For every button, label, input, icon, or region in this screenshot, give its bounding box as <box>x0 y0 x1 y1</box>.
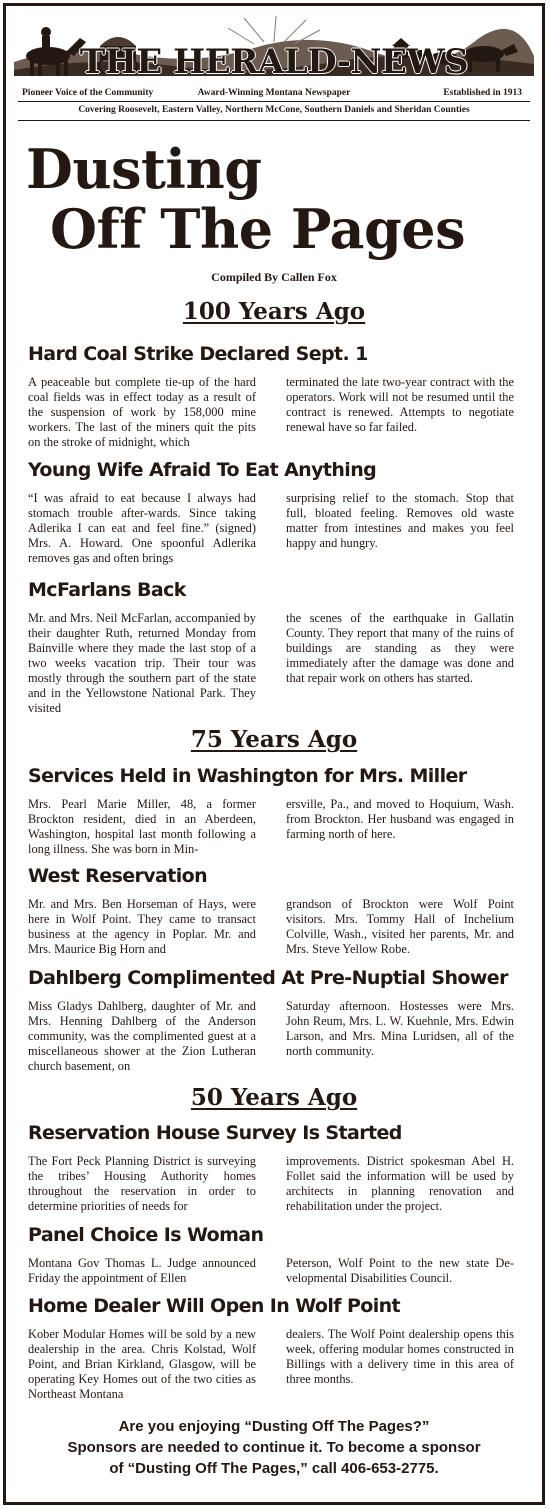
promo-line-2: Sponsors are needed to continue it. To become a sponsor <box>67 1439 481 1456</box>
story-headline: Panel Choice Is Woman <box>28 1224 264 1246</box>
era-heading-75: 75 Years Ago <box>190 726 358 753</box>
story-text-right: improvements. District spokesman Abel H. Follet said the information will be used by architects in planning renovation and rehabilitation under the project. <box>286 1154 514 1213</box>
story-text-left: Mr. and Mrs. Ben Horseman of Hays, were here in Wolf Point. They came to transact business at the agency in Poplar. Mr. and Mrs. Maurice Big Horn and <box>28 897 256 956</box>
story-text-left: Mr. and Mrs. Neil McFarlan, accompanied by their daughter Ruth, returned Monday from Bainville where they made the last stop of a two weeks vacation trip. Their tour was mostly through the southern part of the state and in the Yellowstone National Park. They visited <box>28 611 256 715</box>
story-text-right: ersville, Pa., and moved to Hoquium, Wash. from Brockton. Her husband was engaged in farming north of here. <box>286 797 514 841</box>
story-text-right: terminated the late two-year contract with the operators. Work will not be resumed until the contract is renewed. Attempts to negotiate renewal have so far failed. <box>286 375 514 434</box>
newspaper-page <box>3 3 545 1505</box>
promo-line-1: Are you enjoying “Dusting Off The Pages?” <box>118 1418 430 1435</box>
story-text-left: “I was afraid to eat because I always had stomach trouble after-wards. Since taking Adlerika I can eat and feel fine.” (signed) Mrs. A. Howard. One spoonful Adlerika removes gas and often brings <box>28 491 256 565</box>
story-text-right: dealers. The Wolf Point dealership opens this week, offering modular homes constructed in Billings with a delivery time in this area of three months. <box>286 1327 514 1386</box>
story-text-left: Kober Modular Homes will be sold by a new dealership in the area. Chris Kolstad, Wolf Point, and Brian Kirkland, Glasgow, will be operating Key Homes out of the two cities as Northeast Montana <box>28 1327 256 1401</box>
story-headline: Reservation House Survey Is Started <box>28 1122 402 1144</box>
story-text-left: Mrs. Pearl Marie Miller, 48, a former Brockton resident, died in an Aberdeen, Washington, hospital last month following a long illness. She was born in Min- <box>28 797 256 856</box>
masthead <box>6 6 542 124</box>
column-title-line1: Dusting <box>26 137 262 201</box>
newspaper-award: Award-Winning Montana Newspaper <box>197 88 351 98</box>
newspaper-established: Established in 1913 <box>443 88 522 98</box>
story-headline: Young Wife Afraid To Eat Anything <box>28 459 377 481</box>
masthead-rule-bottom <box>18 120 530 121</box>
coverage-line: Covering Roosevelt, Eastern Valley, Northern McCone, Southern Daniels and Sheridan Counties <box>78 105 470 115</box>
story-text-right: surprising relief to the stomach. Stop that full, bloated feeling. Removes old waste matter from intestines and makes you feel happy and hungry. <box>286 491 514 550</box>
column-title-line2: Off The Pages <box>50 197 466 261</box>
story-text-right: the scenes of the earthquake in Gallatin County. They report that many of the ruins of buildings are standing as they were immediately after the damage was done and that repair work on others has started. <box>286 611 514 685</box>
story-headline: McFarlans Back <box>28 579 186 601</box>
era-heading-50: 50 Years Ago <box>190 1084 358 1111</box>
story-text-left: Montana Gov Thomas L. Judge announced Friday the appointment of Ellen <box>28 1256 256 1285</box>
masthead-rule-top <box>18 101 530 102</box>
story-text-right: Peterson, Wolf Point to the new state Developmental Disabilities Council. <box>286 1256 514 1285</box>
sponsor-promo <box>6 1416 542 1479</box>
story-headline: West Reservation <box>28 865 208 887</box>
story-headline: Dahlberg Complimented At Pre-Nuptial Shower <box>28 967 508 989</box>
story-text-left: A peaceable but complete tie-up of the hard coal fields was in effect today as a result of the suspension of work by 158,000 mine workers. The last of the miners quit the pits on the stroke of midnight, which <box>28 375 256 449</box>
newspaper-motto: Pioneer Voice of the Community <box>22 88 154 98</box>
story-text-left: The Fort Peck Planning District is surveying the tribes’ Housing Authority homes throughout the reservation in order to determine priorities of needs for <box>28 1154 256 1213</box>
story-headline: Services Held in Washington for Mrs. Miller <box>28 765 467 787</box>
story-text-right: grandson of Brockton were Wolf Point visitors. Mrs. Tommy Hall of Inchelium Colville, Wash., visited her parents, Mr. and Mrs. Steve Yellow Robe. <box>286 897 514 956</box>
story-headline: Hard Coal Strike Declared Sept. 1 <box>28 343 368 365</box>
story-text-right: Saturday afternoon. Hostesses were Mrs. John Reum, Mrs. L. W. Kuehnle, Mrs. Edwin Larson, and Mrs. Mina Luridsen, all of the north community. <box>286 999 514 1058</box>
story-text-left: Miss Gladys Dahlberg, daughter of Mr. and Mrs. Henning Dahlberg of the Anderson community, was the complimented guest at a miscellaneous shower at the Zion Lutheran church basement, on <box>28 999 256 1073</box>
promo-line-3: of “Dusting Off The Pages,” call 406-653-2775. <box>109 1460 439 1477</box>
era-heading-100: 100 Years Ago <box>182 298 366 325</box>
newspaper-name: THE HERALD-NEWS <box>79 42 469 82</box>
story-headline: Home Dealer Will Open In Wolf Point <box>28 1295 401 1317</box>
byline: Compiled By Callen Fox <box>211 270 337 284</box>
